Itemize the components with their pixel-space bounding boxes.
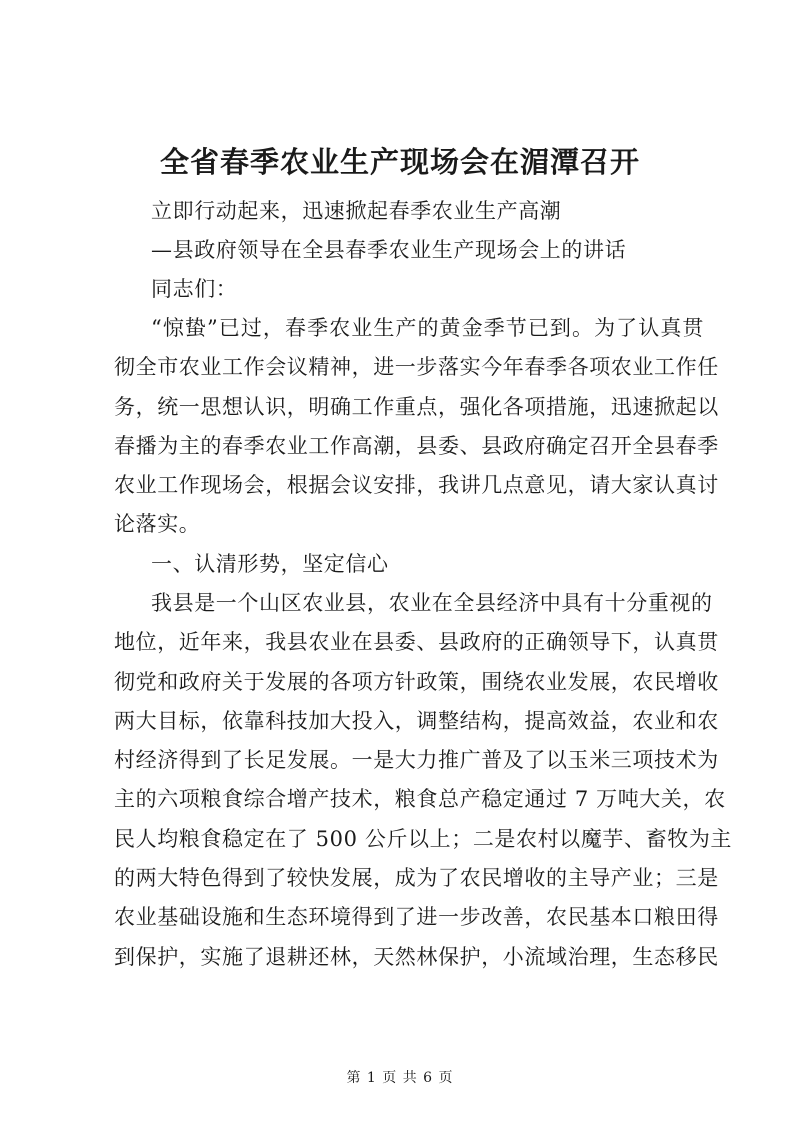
paragraph-line: 的两大特色得到了较快发展，成为了农民增收的主导产业；三是: [114, 866, 719, 891]
paragraph-line: 彻全市农业工作会议精神，进一步落实今年春季各项农业工作任: [114, 355, 719, 380]
paragraph-1: [114, 309, 719, 545]
paragraph-line: 务，统一思想认识，明确工作重点，强化各项措施，迅速掀起以: [114, 394, 719, 419]
document-title: 全省春季农业生产现场会在湄潭召开: [159, 145, 640, 179]
paragraph-line: 彻党和政府关于发展的各项方针政策，围绕农业发展，农民增收: [114, 669, 719, 694]
paragraph-line: 农业工作现场会，根据会议安排，我讲几点意见，请大家认真讨: [114, 473, 719, 498]
paragraph-line: 主的六项粮食综合增产技术，粮食总产稳定通过 7 万吨大关，农: [114, 787, 726, 812]
salutation: 同志们：: [151, 277, 238, 301]
paragraph-line: 春播为主的春季农业工作高潮，县委、县政府确定召开全县春季: [114, 433, 719, 458]
paragraph-line: “惊蛰”已过，春季农业生产的黄金季节已到。为了认真贯: [151, 316, 704, 340]
paragraph-line: 我县是一个山区农业县，农业在全县经济中具有十分重视的: [151, 591, 713, 615]
speech-line: —县政府领导在全县春季农业生产现场会上的讲话: [151, 238, 627, 262]
paragraph-line: 农业基础设施和生态环境得到了进一步改善，农民基本口粮田得: [114, 905, 719, 930]
paragraph-line: 到保护，实施了退耕还林，天然林保护，小流域治理，生态移民: [114, 944, 719, 969]
paragraph-line: 地位，近年来，我县农业在县委、县政府的正确领导下，认真贯: [114, 630, 719, 655]
paragraph-line: 民人均粮食稳定在了 500 公斤以上；二是农村以魔芋、畜牧为主: [114, 826, 733, 851]
paragraph-line: 村经济得到了长足发展。一是大力推广普及了以玉米三项技术为: [114, 748, 719, 773]
paragraph-line: 论落实。: [114, 512, 201, 537]
section-heading: 一、认清形势，坚定信心: [151, 552, 389, 576]
paragraph-line: 两大目标，依靠科技加大投入，调整结构，提高效益，农业和农: [114, 708, 719, 733]
page-number-footer: 第 1 页 共 6 页: [346, 1070, 454, 1086]
subtitle: 立即行动起来，迅速掀起春季农业生产高潮: [151, 199, 562, 223]
paragraph-2: [114, 584, 733, 977]
